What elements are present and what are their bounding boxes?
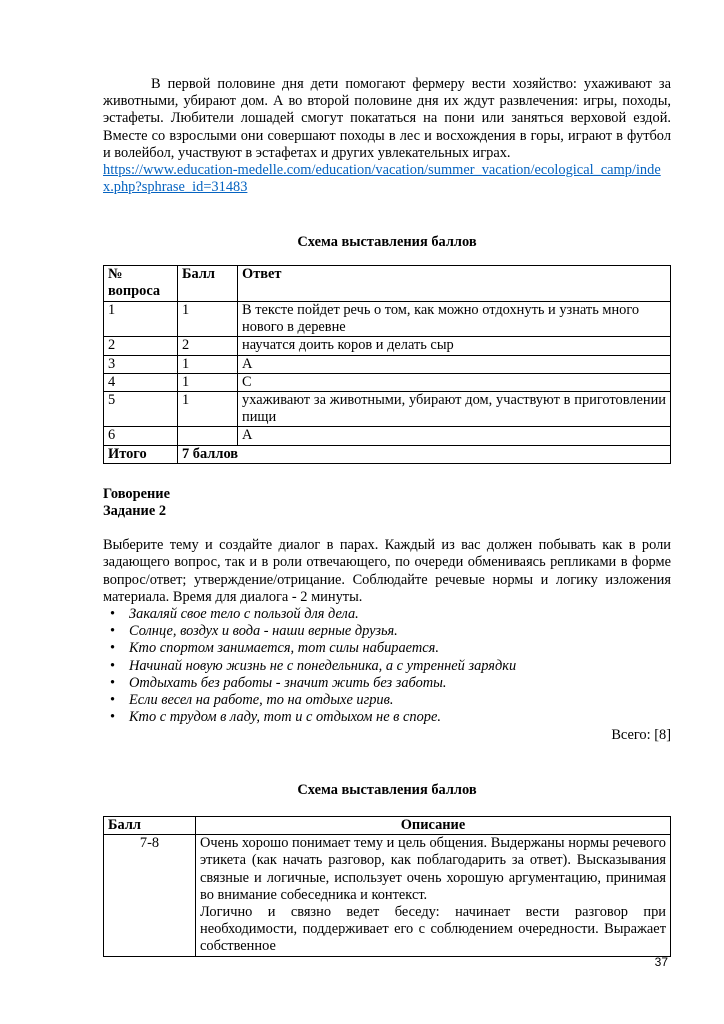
- total-score: Всего: [8]: [611, 726, 671, 743]
- row-score: 7-8: [104, 835, 196, 956]
- table-row: [104, 302, 671, 337]
- page-content: [103, 76, 671, 957]
- scoring-table-1: [103, 265, 671, 464]
- row-number: 6: [104, 427, 178, 445]
- table-row: [104, 427, 671, 445]
- table-header-row: [104, 265, 671, 301]
- scoring-title-1: Схема выставления баллов: [297, 234, 477, 251]
- row-description: [196, 835, 671, 956]
- row-answer: C: [238, 373, 671, 391]
- row-number: 1: [104, 302, 178, 337]
- section-heading: Говорение: [103, 485, 170, 502]
- row-number: 3: [104, 355, 178, 373]
- intro-paragraph: В первой половине дня дети помогают фермеру вести хозяйство: ухаживают за животными, убирают дом. А во второй половине дня их ждут развлечения: игры, походы, эстафеты. Любители лошадей смогут покататься на пони или заняться верховой ездой. Вместе со взрослыми они совершают походы в лес и восхождения в горы, играют в футбол и волейбол, участвуют в эстафетах и других увлекательных играх.: [103, 76, 671, 161]
- list-item: • Если весел на работе, то на отдыхе игрив.: [129, 692, 671, 709]
- scoring-table-2: [103, 816, 671, 957]
- page-number: 37: [654, 955, 668, 969]
- table-row: [104, 337, 671, 355]
- row-score: 1: [178, 373, 238, 391]
- row-number: 2: [104, 337, 178, 355]
- table-row: [104, 373, 671, 391]
- table-row: [104, 392, 671, 427]
- col-header-answer: Ответ: [238, 265, 671, 301]
- scoring-title-2: Схема выставления баллов: [297, 781, 477, 798]
- source-link[interactable]: https://www.education-medelle.com/education/vacation/summer_vacation/ecological_camp/index.php?sphrase_id=31483: [103, 162, 661, 196]
- col-header-score: Балл: [178, 265, 238, 301]
- table-total-row: [104, 445, 671, 463]
- task-instructions: Выберите тему и создайте диалог в парах. Каждый из вас должен побывать как в роли задающего вопрос, так и в роли отвечающего, по очереди обмениваясь репликами в форме вопрос/ответ; утверждение/отрицание. Соблюдайте речевые нормы и логику изложения материала. Время для диалога - 2 минуты.: [103, 537, 671, 605]
- col-header-question: № вопроса: [104, 265, 178, 301]
- list-item: • Начинай новую жизнь не с понедельника, а с утренней зарядки: [129, 658, 671, 675]
- task-heading: Задание 2: [103, 503, 167, 520]
- row-answer: В тексте пойдет речь о том, как можно отдохнуть и узнать много нового в деревне: [238, 302, 671, 337]
- table-row: [104, 355, 671, 373]
- total-label: Итого: [104, 445, 178, 463]
- row-score: 1: [178, 355, 238, 373]
- row-answer: A: [238, 355, 671, 373]
- row-answer: научатся доить коров и делать сыр: [238, 337, 671, 355]
- row-score: 1: [178, 302, 238, 337]
- row-score: 1: [178, 392, 238, 427]
- table-header-row: [104, 816, 671, 834]
- table-row: [104, 835, 671, 956]
- list-item: • Кто спортом занимается, тот силы набирается.: [129, 640, 671, 657]
- col-header-score: Балл: [104, 816, 196, 834]
- row-score: 2: [178, 337, 238, 355]
- row-answer: A: [238, 427, 671, 445]
- row-score: [178, 427, 238, 445]
- col-header-description: Описание: [196, 816, 671, 834]
- list-item: • Кто с трудом в ладу, тот и с отдыхом не в споре.: [129, 709, 671, 726]
- list-item: • Солнце, воздух и вода - наши верные друзья.: [129, 623, 671, 640]
- list-item: • Отдыхать без работы - значит жить без заботы.: [129, 675, 671, 692]
- list-item: • Закаляй свое тело с пользой для дела.: [129, 606, 671, 623]
- description-part-1: Очень хорошо понимает тему и цель общения. Выдержаны нормы речевого этикета (как начать разговор, как поблагодарить за ответ). Высказывания связные и логичные, использует очень хорошую аргументацию, принимая во внимание собеседника и контекст.: [200, 835, 666, 903]
- row-number: 4: [104, 373, 178, 391]
- total-value: 7 баллов: [178, 445, 671, 463]
- row-number: 5: [104, 392, 178, 427]
- topic-list: [103, 606, 671, 726]
- description-part-2: Логично и связно ведет беседу: начинает вести разговор при необходимости, поддерживает его с соблюдением очередности. Выражает собственное: [200, 903, 666, 955]
- row-answer: ухаживают за животными, убирают дом, участвуют в приготовлении пищи: [238, 392, 671, 427]
